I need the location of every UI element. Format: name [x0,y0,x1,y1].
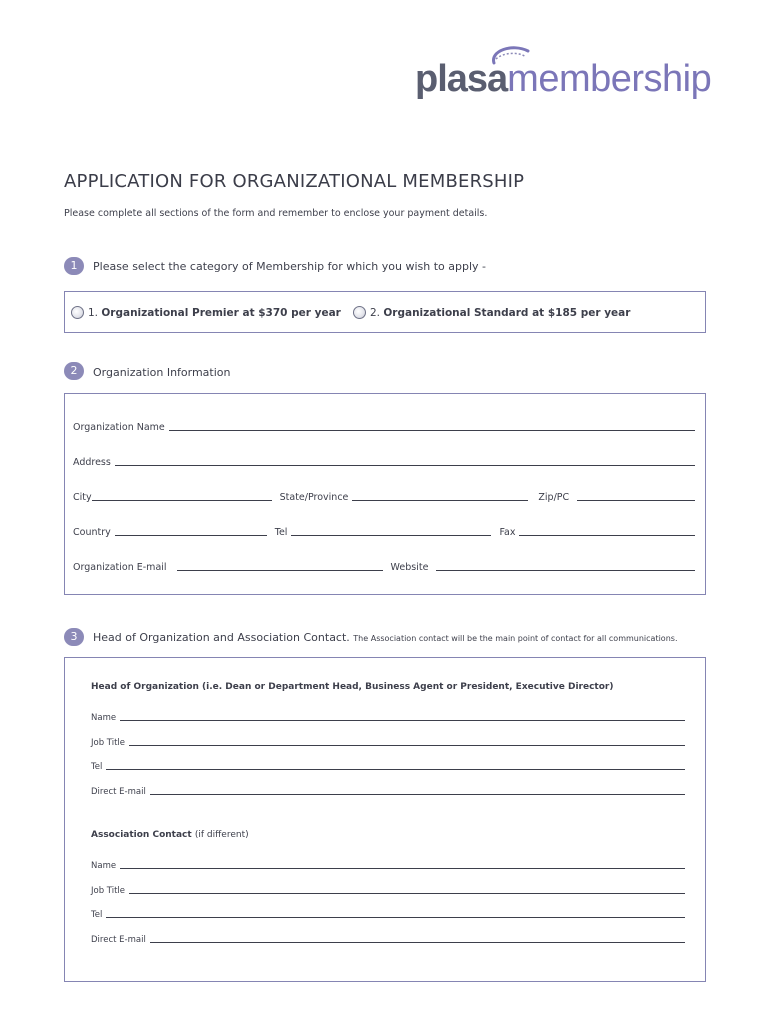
contact-email-field[interactable] [150,934,685,943]
head-email-field[interactable] [150,786,685,795]
contact-tel-row [91,909,685,920]
head-of-org-heading: Head of Organization (i.e. Dean or Department Head, Business Agent or President, Executive Director) [91,682,614,692]
contact-name-label: Name [91,861,117,871]
country-row [73,527,695,538]
head-tel-label: Tel [91,762,103,772]
option-premier[interactable] [71,306,341,319]
section-2-number: 2 [64,362,84,380]
contact-name-field[interactable] [120,860,685,869]
org-name-row [73,422,695,433]
section-3-title-row [93,631,677,644]
association-contact-title: Association Contact [91,830,192,840]
association-contact-heading [91,830,249,840]
address-label: Address [73,457,111,468]
radio-premier-icon[interactable] [71,306,84,319]
head-name-row [91,712,685,723]
zip-label: Zip/PC [538,492,570,503]
org-email-field[interactable] [177,562,383,571]
option-premier-label: Organizational Premier at $370 per year [101,306,341,319]
zip-field[interactable] [577,492,695,501]
section-3-number: 3 [64,628,84,646]
head-email-row [91,786,685,797]
head-job-label: Job Title [91,738,126,748]
org-name-field[interactable] [169,422,695,431]
website-label: Website [390,562,429,573]
contacts-box [64,657,706,982]
head-email-label: Direct E-mail [91,787,146,797]
contact-job-field[interactable] [129,885,685,894]
contact-job-row [91,885,685,896]
section-1-number: 1 [64,257,84,275]
contact-email-label: Direct E-mail [91,935,146,945]
plasa-membership-logo [415,58,711,108]
membership-category-box [64,291,706,333]
tel-field[interactable] [291,527,491,536]
contact-tel-field[interactable] [106,909,685,918]
address-field[interactable] [115,457,695,466]
option-standard-prefix: 2. [370,306,381,319]
state-field[interactable] [352,492,528,501]
contact-tel-label: Tel [91,910,103,920]
section-2-title: Organization Information [93,366,231,379]
contact-job-label: Job Title [91,886,126,896]
country-field[interactable] [115,527,267,536]
logo-brand-light: membership [507,58,712,100]
radio-standard-icon[interactable] [353,306,366,319]
country-label: Country [73,527,111,538]
page-subtitle: Please complete all sections of the form and remember to enclose your payment details. [64,208,488,219]
option-standard[interactable] [353,306,630,319]
organization-info-box [64,393,706,595]
head-tel-row [91,761,685,772]
fax-label: Fax [499,527,516,538]
contact-name-row [91,860,685,871]
logo-brand-bold: plasa [415,58,508,100]
state-label: State/Province [279,492,349,503]
contact-email-row [91,934,685,945]
fax-field[interactable] [519,527,695,536]
section-3-title: Head of Organization and Association Contact. [93,631,350,644]
head-job-field[interactable] [129,737,685,746]
city-row [73,492,695,503]
city-label: City [73,492,92,503]
head-name-field[interactable] [120,712,685,721]
section-3-note: The Association contact will be the main point of contact for all communications. [353,634,678,643]
head-job-row [91,737,685,748]
association-contact-note: (if different) [194,830,249,840]
option-premier-prefix: 1. [88,306,99,319]
head-name-label: Name [91,713,117,723]
head-tel-field[interactable] [106,761,685,770]
tel-label: Tel [274,527,288,538]
org-name-label: Organization Name [73,422,165,433]
option-standard-label: Organizational Standard at $185 per year [383,306,631,319]
website-field[interactable] [436,562,695,571]
address-row [73,457,695,468]
page-title: APPLICATION FOR ORGANIZATIONAL MEMBERSHIP [64,171,525,192]
section-1-title: Please select the category of Membership for which you wish to apply - [93,260,487,273]
city-field[interactable] [92,492,272,501]
org-email-label: Organization E-mail [73,562,167,573]
email-row [73,562,695,573]
